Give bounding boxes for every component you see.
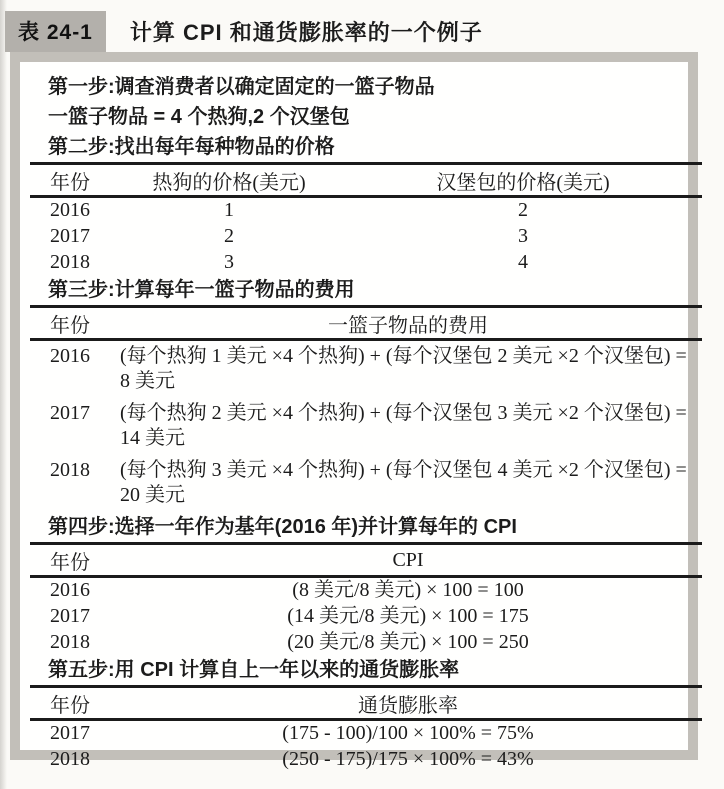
- table-row: [30, 398, 702, 455]
- basket-col-year: 年份: [30, 307, 114, 340]
- step1-heading: 第一步:调查消费者以确定固定的一篮子物品: [48, 76, 435, 98]
- table-row: [30, 603, 702, 629]
- table-number-badge: 表 24-1: [5, 11, 106, 52]
- table-row: [30, 720, 702, 747]
- hamburger-price-cell: 2: [518, 199, 528, 221]
- cpi-col-year: 年份: [30, 544, 114, 577]
- year-cell: 2016: [50, 345, 90, 367]
- basket-col-value: 一篮子物品的费用: [114, 307, 702, 340]
- hamburger-price-cell: 4: [518, 250, 528, 273]
- inflation-col-value: 通货膨胀率: [114, 687, 702, 720]
- step1-detail: 一篮子物品 = 4 个热狗,2 个汉堡包: [48, 106, 350, 128]
- table-row: [30, 746, 702, 772]
- prices-col-hamburger: 汉堡包的价格(美元): [344, 164, 702, 197]
- inflation-header-row: [30, 687, 702, 720]
- step3-heading: 第三步:计算每年一篮子物品的费用: [48, 279, 355, 301]
- hamburger-price-cell: 3: [518, 224, 528, 247]
- year-cell: 2017: [50, 722, 90, 744]
- year-cell: 2017: [50, 604, 90, 627]
- formula-cell: (每个热狗 1 美元 ×4 个热狗) + (每个汉堡包 2 美元 ×2 个汉堡包) = 8 美元: [120, 345, 687, 392]
- year-cell: 2018: [50, 459, 90, 481]
- inflation-table: [30, 685, 702, 772]
- step5-heading: 第五步:用 CPI 计算自上一年以来的通货膨胀率: [48, 659, 460, 681]
- year-cell: 2017: [50, 224, 90, 247]
- table-row: [30, 197, 702, 224]
- cpi-col-value: CPI: [114, 544, 702, 577]
- formula-cell: (8 美元/8 美元) × 100 = 100: [292, 579, 524, 601]
- year-cell: 2016: [50, 579, 90, 601]
- hotdog-price-cell: 3: [224, 250, 234, 273]
- cpi-header-row: [30, 544, 702, 577]
- inflation-col-year: 年份: [30, 687, 114, 720]
- year-cell: 2018: [50, 250, 90, 273]
- year-cell: 2018: [50, 630, 90, 653]
- hotdog-price-cell: 1: [224, 199, 234, 221]
- formula-cell: (175 - 100)/100 × 100% = 75%: [282, 722, 534, 744]
- hotdog-price-cell: 2: [224, 224, 234, 247]
- table-row: [30, 340, 702, 399]
- year-cell: 2017: [50, 402, 90, 424]
- basket-cost-header-row: [30, 307, 702, 340]
- formula-cell: (每个热狗 3 美元 ×4 个热狗) + (每个汉堡包 4 美元 ×2 个汉堡包) = 20 美元: [120, 459, 687, 506]
- prices-col-hotdog: 热狗的价格(美元): [114, 164, 344, 197]
- prices-col-year: 年份: [30, 164, 114, 197]
- table-row: [30, 223, 702, 249]
- step2-heading: 第二步:找出每年每种物品的价格: [48, 136, 335, 158]
- cpi-table: [30, 542, 702, 655]
- formula-cell: (14 美元/8 美元) × 100 = 175: [287, 604, 529, 627]
- prices-table: [30, 162, 702, 275]
- table-title-row: [5, 11, 483, 52]
- table-row: [30, 629, 702, 655]
- content-area: [20, 62, 688, 772]
- table-row: [30, 455, 702, 512]
- year-cell: 2018: [50, 747, 90, 770]
- formula-cell: (20 美元/8 美元) × 100 = 250: [287, 630, 529, 653]
- formula-cell: (每个热狗 2 美元 ×4 个热狗) + (每个汉堡包 3 美元 ×2 个汉堡包) = 14 美元: [120, 402, 687, 449]
- content-frame: [10, 52, 698, 770]
- basket-cost-table: [30, 305, 702, 512]
- step4-heading: 第四步:选择一年作为基年(2016 年)并计算每年的 CPI: [48, 516, 517, 538]
- formula-cell: (250 - 175)/175 × 100% = 43%: [282, 747, 534, 770]
- table-row: [30, 249, 702, 275]
- prices-table-header-row: [30, 164, 702, 197]
- table-row: [30, 577, 702, 604]
- scan-page-edge: [0, 0, 7, 789]
- page-title: 计算 CPI 和通货膨胀率的一个例子: [129, 20, 483, 45]
- year-cell: 2016: [50, 199, 90, 221]
